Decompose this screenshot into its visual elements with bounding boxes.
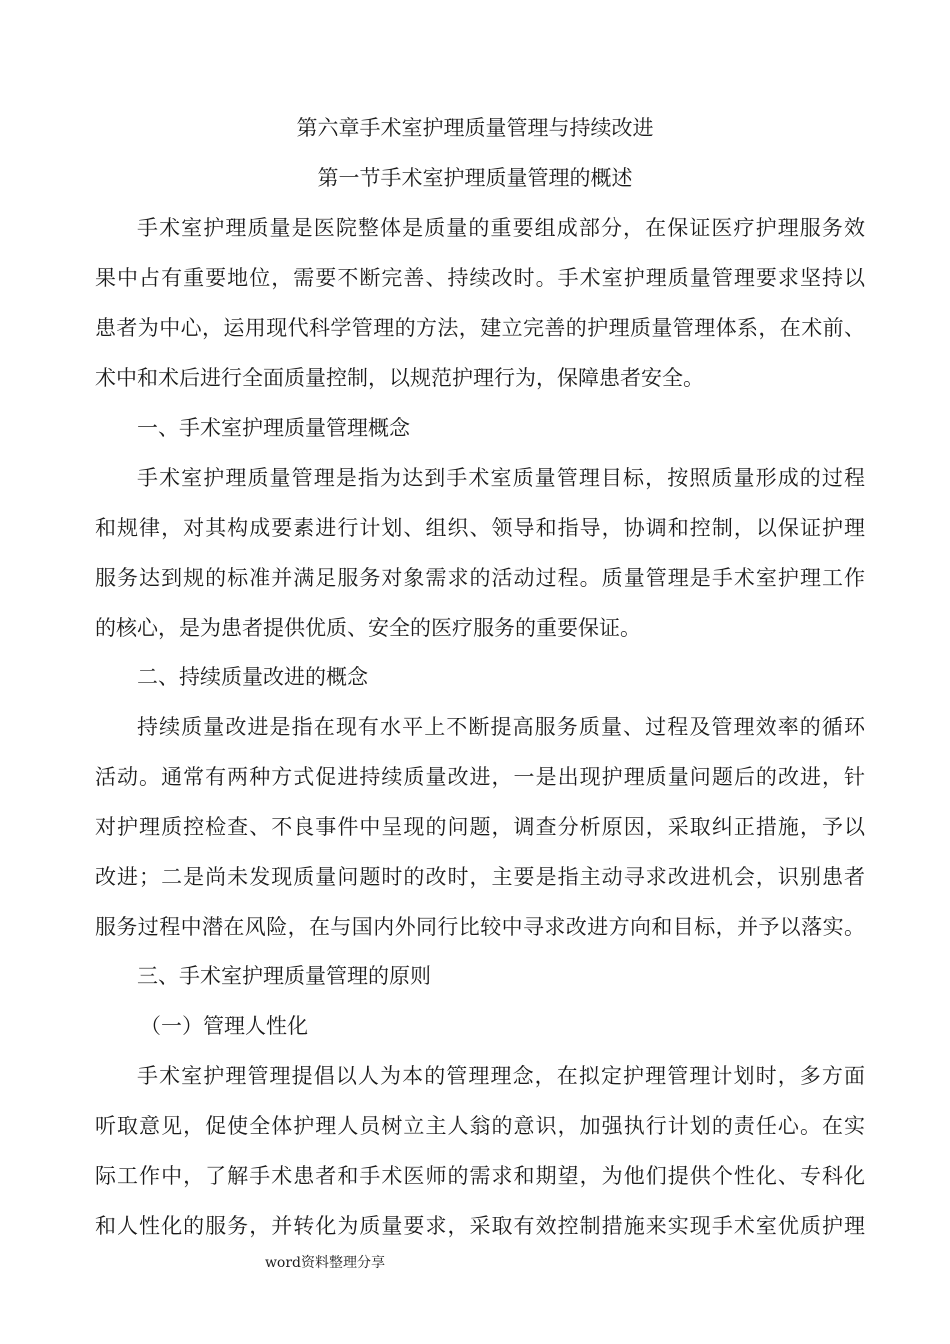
paragraph-line: 活动。通常有两种方式促进持续质量改进，一是出现护理质量问题后的改进，针 xyxy=(95,765,865,789)
heading-concept-management: 一、手术室护理质量管理概念 xyxy=(137,416,410,440)
paragraph-line: 服务过程中潜在风险，在与国内外同行比较中寻求改进方向和目标，并予以落实。 xyxy=(95,915,865,939)
intro-line: 患者为中心，运用现代科学管理的方法，建立完善的护理质量管理体系，在术前、 xyxy=(95,316,865,340)
paragraph-line: 和规律，对其构成要素进行计划、组织、领导和指导，协调和控制，以保证护理 xyxy=(95,516,865,540)
paragraph-line: 改进；二是尚未发现质量问题时的改时，主要是指主动寻求改进机会，识别患者 xyxy=(95,865,865,889)
heading-continuous-improvement: 二、持续质量改进的概念 xyxy=(137,665,368,689)
paragraph-line: 对护理质控检查、不良事件中呈现的问题，调查分析原因，采取纠正措施，予以 xyxy=(95,815,865,839)
chapter-title: 第六章手术室护理质量管理与持续改进 xyxy=(296,116,654,140)
page-footer: word资料整理分享 xyxy=(264,1255,386,1271)
intro-line: 手术室护理质量是医院整体是质量的重要组成部分，在保证医疗护理服务效 xyxy=(137,216,865,240)
sub-heading-humanized-management: （一）管理人性化 xyxy=(140,1014,308,1038)
paragraph-line: 和人性化的服务，并转化为质量要求，采取有效控制措施来实现手术室优质护理 xyxy=(95,1214,865,1238)
paragraph-line: 手术室护理管理提倡以人为本的管理理念，在拟定护理管理计划时，多方面 xyxy=(137,1064,865,1088)
paragraph-line: 服务达到规的标准并满足服务对象需求的活动过程。质量管理是手术室护理工作 xyxy=(95,566,865,590)
paragraph-line: 的核心，是为患者提供优质、安全的医疗服务的重要保证。 xyxy=(95,616,641,640)
paragraph-line: 听取意见，促使全体护理人员树立主人翁的意识，加强执行计划的责任心。在实 xyxy=(95,1114,865,1138)
intro-line: 术中和术后进行全面质量控制，以规范护理行为，保障患者安全。 xyxy=(95,366,704,390)
paragraph-line: 手术室护理质量管理是指为达到手术室质量管理目标，按照质量形成的过程 xyxy=(137,466,865,490)
intro-line: 果中占有重要地位，需要不断完善、持续改时。手术室护理质量管理要求坚持以 xyxy=(95,266,865,290)
paragraph-line: 持续质量改进是指在现有水平上不断提高服务质量、过程及管理效率的循环 xyxy=(137,715,865,739)
section-title: 第一节手术室护理质量管理的概述 xyxy=(317,166,633,190)
heading-principles: 三、手术室护理质量管理的原则 xyxy=(137,964,431,988)
paragraph-line: 际工作中，了解手术患者和手术医师的需求和期望，为他们提供个性化、专科化 xyxy=(95,1164,865,1188)
